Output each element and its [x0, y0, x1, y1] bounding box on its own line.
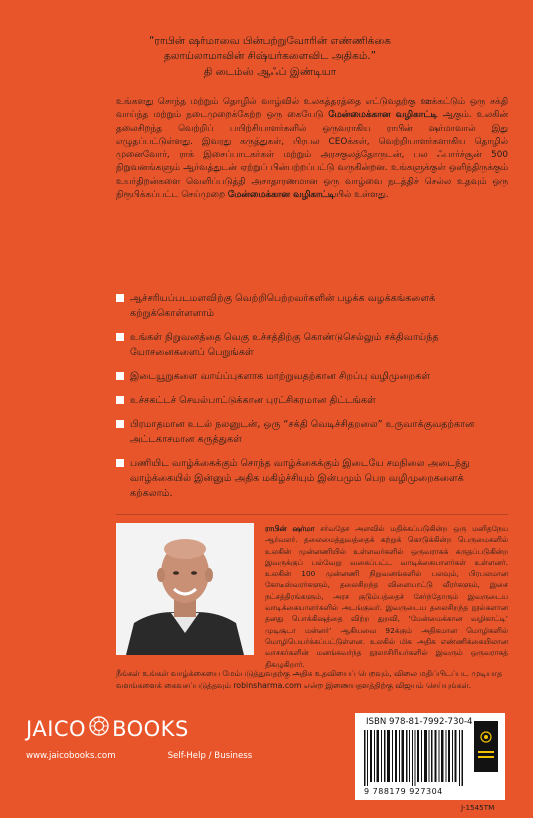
isbn-label: ISBN 978-81-7992-730-4 [366, 717, 473, 727]
author-photo [116, 523, 254, 655]
logo-text-right: BOOKS [112, 716, 189, 741]
barcode-digits: 9 788179 927304 [364, 787, 443, 796]
top-quote [70, 34, 470, 80]
book-category: Self-Help / Business [167, 751, 253, 761]
quote-line-1: “ராபின் ஷர்மாவை பின்பற்றுவோரின் எண்ணிக்கை [148, 35, 392, 47]
intro-part-2: ஆகும். உலகின் தலைசிறந்த வெற்றிப் பயிற்சியாளர்களில் ஒருவராகிய ராபின் ஷர்மாவால் இது எழுதப்பட்டுள்ளது. இவரது கருத்துகள், பிரபல CEOக்கள், வெற்றியாளர்களாகிய தொழில் முனைவோர், ராக் இசைப்பாடகர்கள் மற்றும் அரசகுலத்தோருடன், பல ஃபார்ச்சூன் 500 நிறுவனங்களும் ஆர்வத்துடன் ஏற்றுப் பின்பற்றப்பட்டு வருகின்றன. உங்களுக்குள் ஒளிந்திருக்கும் உயர்திறன்களை வெளிப்படுத்தி அசாதாரணமான ஒரு வாழ்வை நடத்திச் செல்ல உதவும் ஒரு நிரூபிக்கப்பட்ட செய்முறை [116, 110, 508, 201]
square-bullet-icon [116, 459, 124, 467]
isbn-barcode-box [355, 713, 505, 800]
publisher-website: www.jaicobooks.com [26, 751, 116, 761]
product-code: J-1545TM [461, 803, 495, 812]
square-bullet-icon [116, 420, 124, 428]
intro-paragraph [116, 96, 508, 202]
list-item: உச்சகட்டச் செயல்பாட்டுக்கான புரட்சிகரமான திட்டங்கள் [116, 393, 508, 408]
square-bullet-icon [116, 294, 124, 302]
square-bullet-icon [116, 333, 124, 341]
publisher-logo [26, 715, 256, 742]
list-item: இடையூறுகளை வாய்ப்புகளாக மாற்றுவதற்கான சிறப்பு வழிமுறைகள் [116, 369, 508, 384]
publisher-block [26, 715, 256, 761]
quote-source: தி டைம்ஸ் ஆஃப் இண்டியா [203, 66, 337, 78]
intro-highlight-1: மேன்மைக்கான வழிகாட்டி [328, 110, 438, 121]
intro-part-1: உங்களது சொந்த மற்றும் தொழில் வாழ்வில் உலகத்தரத்தை எட்டுவதற்கு ஊக்கட்டும் ஒரு சக்தி வாய்ந்த மற்றும் நடைமுறைக்கேற்ற ஒரு கையேடு [116, 97, 508, 121]
intro-part-3: யில் உள்ளது. [334, 190, 389, 201]
list-item: உங்கள் நிறுவனத்தை வெகு உச்சத்திற்கு கொண்டுசெல்லும் சக்திவாய்ந்த யோசனைகளைப் பெறுங்கள் [116, 330, 508, 360]
author-bio-text: சர்வதேச அளவில் மதிக்கப்படுகின்ற ஒரு மனிதநேய ஆர்வலர். தலைமைத்துவத்தைக் கற்றுக் கொடுக்கின்ற பெருமைகளில் உலகின் முன்னணியில் உள்ளவர்களில் ஒருவராகக் கருதப்படுகின்ற இவருக்குப் பல்வேறு வகைப்பட்ட வாடிக்கையாளர்கள் உள்ளனர். உலகின் 100 முன்னணி நிறுவனங்களில் பலவும், பிரபலமான கோடீஸ்வரர்களும், தலைசிறந்த விளையாட்டு வீரர்களும், இசை நட்சத்திரங்களும், அரச குடும்பத்தைச் சேர்ந்தோரும் இவருடைய வாடிக்கையாளர்களில் அடங்குவர். இவருடைய தலைசிறந்த நூல்களான தனது பொக்கிஷத்தை விற்ற துறவி, ‘மேன்மைக்கான வழிகாட்டி’ முடிசூடா மன்னர்’ ஆகியவை 92க்கும் அதிகமான மொழிகளில் மொழிபெயர்க்கப்பட்டுள்ளன. உலகில் மிக அதிக எண்ணிக்கையிலான வாசகர்களின் மனங்கவர்ந்த நூலாசிரியர்களில் இவரும் ஒருவராகத் திகழுகிறார். [265, 524, 508, 669]
publisher-meta [26, 751, 256, 761]
website-note: நீங்கள் உங்கள் வாழ்க்கையை மேம்படுத்துவதற்கு அதிக உதவியைப் பெறவும், விலை மதிப்பிடப்பட முடியாத வளங்களைக் கைவசப்படுத்தவும் robinsharma.com என்ற இணையதளத்திற்கு விஜயம் செய்யுங்கள். [116, 669, 503, 691]
list-item: பணியிட வாழ்க்கைக்கும் சொந்த வாழ்க்கைக்கும் இடையே சமநிலை அடைந்து வாழ்க்கையில் இன்னும் அதிக மகிழ்ச்சியும் இன்பமும் பெற வழிமுறைகளைக் கற்கலாம். [116, 456, 508, 501]
logo-text-left: JAICO [26, 716, 87, 741]
section-divider [116, 514, 508, 515]
list-item: பிரமாதமான உடல் நலனுடன், ஒரு “சக்தி வெடிச்சிதறலை” உருவாக்குவதற்கான அட்டகாசமான கருத்துகள் [116, 417, 508, 447]
quote-line-2: தலாய்லாமாவின் சிஷ்யர்களைவிட அதிகம்.” [163, 50, 377, 62]
author-name: ராபின் ஷர்மா [265, 524, 315, 533]
author-bio [265, 523, 508, 670]
intro-highlight-2: மேன்மைக்கான வழிகாட்டி [227, 190, 335, 201]
square-bullet-icon [116, 396, 124, 404]
square-bullet-icon [116, 372, 124, 380]
barcode-icon [364, 730, 464, 786]
sun-logo-icon [88, 715, 110, 742]
jaico-vertical-logo-icon [474, 721, 498, 772]
list-item: ஆச்சரியப்படமளவிற்கு வெற்றிபெற்றவர்களின் பழக்க வழக்கங்களைக் கற்றுக்கொள்ளளாம் [116, 291, 508, 321]
benefit-list [116, 291, 508, 510]
